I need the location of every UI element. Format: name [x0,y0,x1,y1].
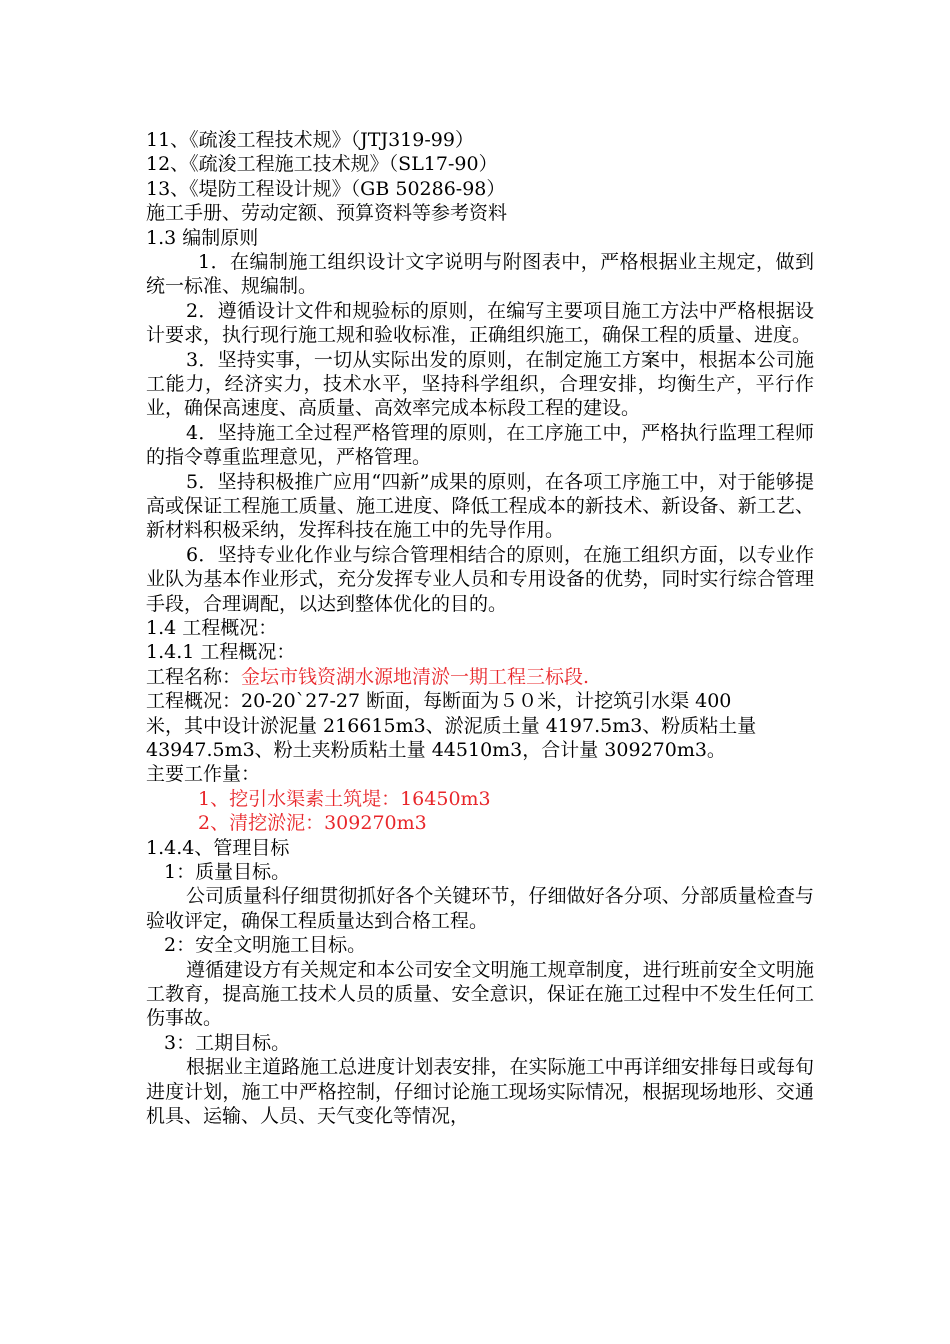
principle-paragraph: 4．坚持施工全过程严格管理的原则，在工序施工中，严格执行监理工程师的指令尊重监理意见，严格管理。 [146,421,814,469]
goal-paragraph: 根据业主道路施工总进度计划表安排，在实际施工中再详细安排每日或每旬进度计划，施工中严格控制，仔细讨论施工现场实际情况，根据现场地形、交通机具、运输、人员、天气变化等情况， [146,1056,814,1127]
principle-paragraph: 6．坚持专业化作业与综合管理相结合的原则，在施工组织方面，以专业作业队为基本作业形式，充分发挥专业人员和专用设备的优势，同时实行综合管理手段，合理调配，以达到整体优化的目的。 [146,543,814,615]
section-heading-1-3: 1.3 编制原则 [146,226,259,249]
reference-item: 13、《堤防工程设计规》（GB 50286-98） [146,177,506,200]
section-heading-1-4: 1.4 工程概况： [146,617,278,640]
overview-line: 米，其中设计淤泥量 216615m3、淤泥质土量 4197.5m3、粉质粘土量 [146,714,757,737]
project-name-value: 金坛市钱资湖水源地清淤一期工程三标段. [241,665,590,688]
workload-item: 1、挖引水渠素土筑堤：16450m3 [198,787,491,810]
goal-paragraph: 公司质量科仔细贯彻抓好各个关键环节，仔细做好各分项、分部质量检查与验收评定，确保工程质量达到合格工程。 [146,885,814,932]
section-heading-1-4-4: 1.4.4、管理目标 [146,836,290,859]
reference-item: 施工手册、劳动定额、预算资料等参考资料 [146,202,508,225]
principle-paragraph: 1．在编制施工组织设计文字说明与附图表中，严格根据业主规定，做到统一标准、规编制。 [146,250,814,298]
workload-item: 2、清挖淤泥：309270m3 [198,812,427,835]
goal-paragraph: 遵循建设方有关规定和本公司安全文明施工规章制度，进行班前安全文明施工教育，提高施工技术人员的质量、安全意识，保证在施工过程中不发生任何工伤事故。 [146,958,814,1030]
overview-line: 工程概况：20-20`27-27 断面，每断面为５０米，计挖筑引水渠 400 [146,690,732,713]
workload-heading: 主要工作量： [146,763,261,786]
section-heading-1-4-1: 1.4.1 工程概况： [146,641,296,664]
goal-title: 2：安全文明施工目标。 [164,934,367,957]
document-body [146,128,814,1128]
reference-item: 12、《疏浚工程施工技术规》（SL17-90） [146,153,498,176]
principle-paragraph: 5．坚持积极推广应用“四新”成果的原则，在各项工序施工中，对于能够提高或保证工程施工质量、施工进度、降低工程成本的新技术、新设备、新工艺、新材料积极采纳，发挥科技在施工中的先导作用。 [146,470,814,542]
project-name-line [146,665,814,689]
overview-line: 43947.5m3、粉土夹粉质粘土量 44510m3，合计量 309270m3。 [146,739,726,761]
principle-paragraph: 2．遵循设计文件和规验标的原则，在编写主要项目施工方法中严格根据设计要求，执行现行施工规和验收标准，正确组织施工，确保工程的质量、进度。 [146,299,814,347]
goal-title: 3：工期目标。 [164,1031,291,1054]
project-name-label: 工程名称： [146,665,242,688]
reference-item: 11、《疏浚工程技术规》（JTJ319-99） [146,129,474,151]
goal-title: 1：质量目标。 [164,860,291,883]
principle-paragraph: 3．坚持实事，一切从实际出发的原则，在制定施工方案中，根据本公司施工能力，经济实力，技术水平，坚持科学组织，合理安排，均衡生产，平行作业，确保高速度、高质量、高效率完成本标段工程的建设。 [146,348,814,420]
